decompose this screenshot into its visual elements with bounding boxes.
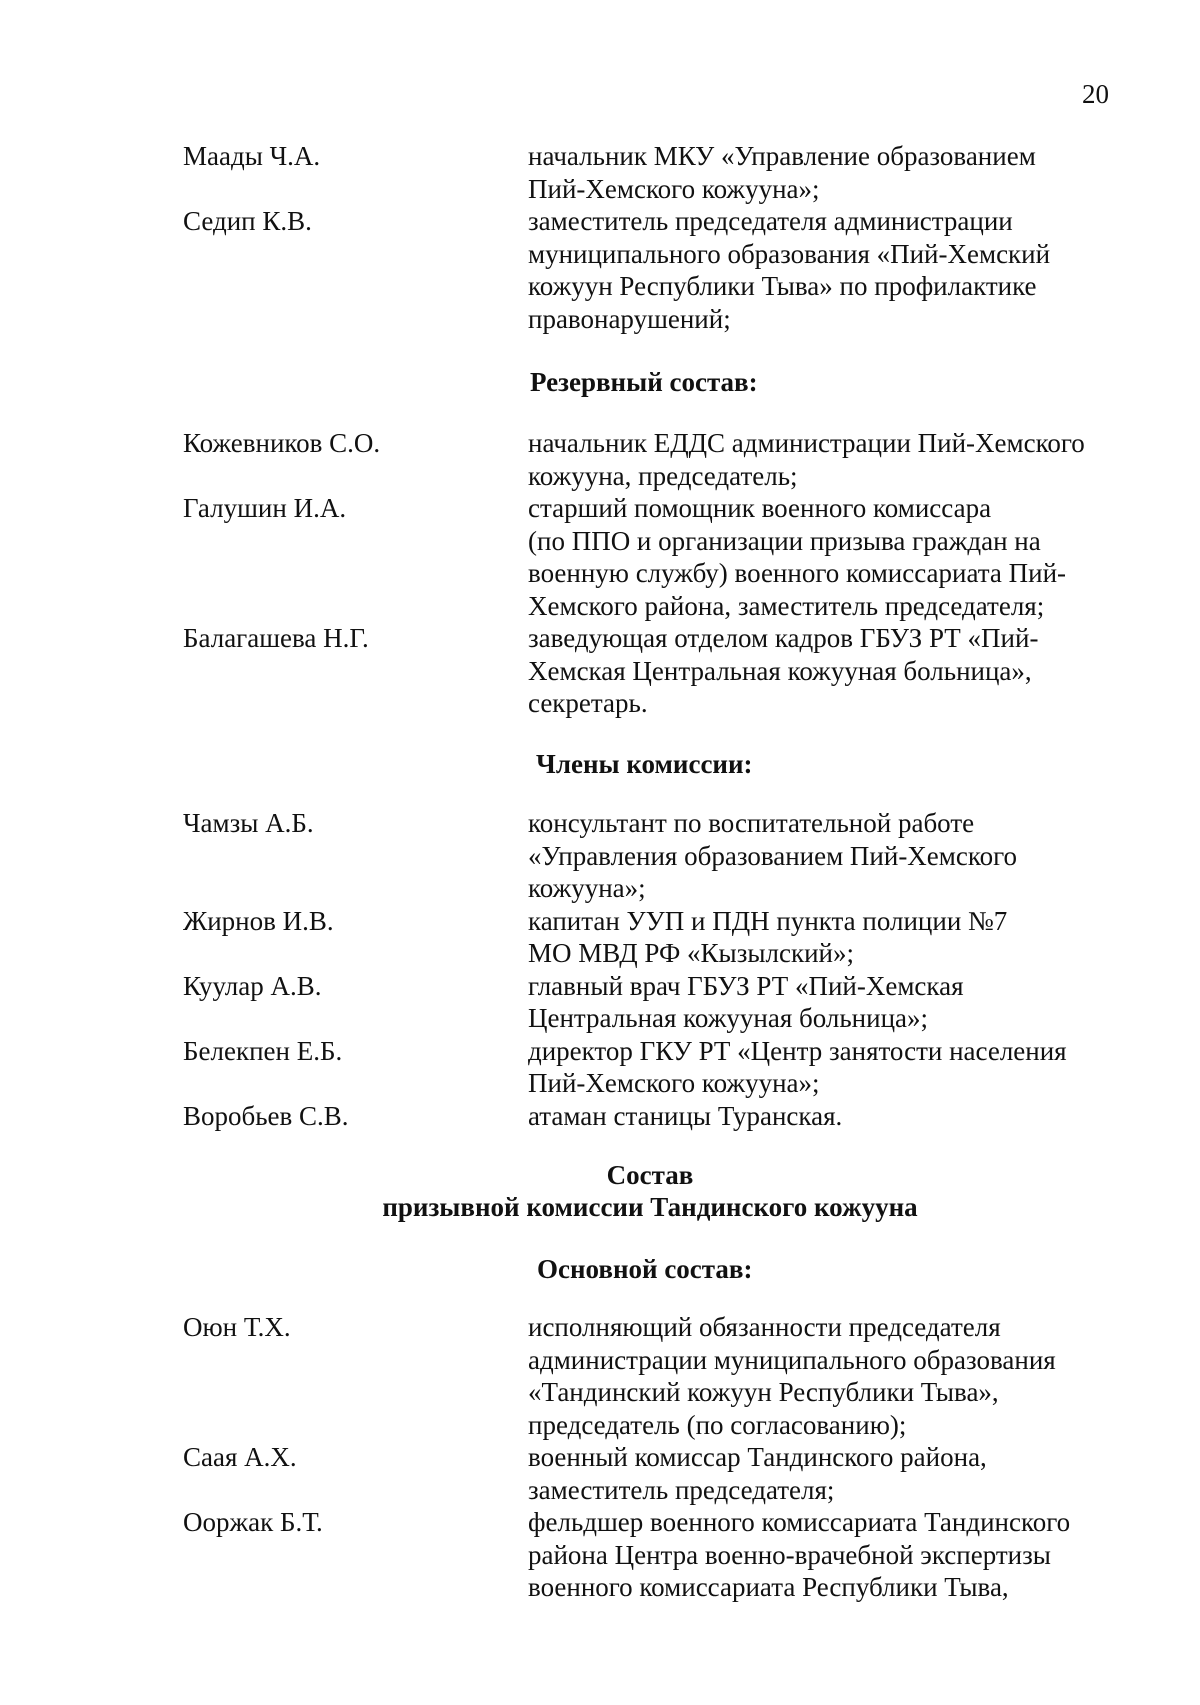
list-item	[0, 1100, 1200, 1133]
list-item	[0, 1311, 1200, 1441]
member-name: Кожевников С.О.	[183, 428, 381, 458]
member-name: Чамзы А.Б.	[183, 808, 314, 838]
list-item	[0, 1506, 1200, 1604]
member-name: Ооржак Б.Т.	[183, 1507, 323, 1537]
composition-title: Состав	[606, 1160, 694, 1190]
member-name: Жирнов И.В.	[183, 905, 334, 936]
member-name: Куулар А.В.	[183, 970, 322, 1001]
member-role: главный врач ГБУЗ РТ «Пий-Хемская Центральная кожууная больница»;	[528, 970, 964, 1033]
main-heading: Основной состав:	[537, 1254, 753, 1284]
member-role: фельдшер военного комиссариата Тандинского района Центра военно-врачебной экспертизы военного комиссариата Республики Тыва,	[528, 1507, 1071, 1602]
page-number: 20	[1082, 79, 1109, 109]
list-item	[0, 140, 1200, 205]
member-role: заместитель председателя администрации муниципального образования «Пий-Хемский кожуун Республики Тыва» по профилактике правонарушений;	[528, 206, 1051, 334]
list-item	[0, 1035, 1200, 1100]
list-item	[0, 205, 1200, 335]
member-name: Маады Ч.А.	[183, 141, 321, 171]
member-name: Седип К.В.	[183, 206, 312, 236]
member-role: военный комиссар Тандинского района, заместитель председателя;	[528, 1442, 987, 1505]
members-list	[0, 807, 1200, 1132]
member-role: старший помощник военного комиссара (по ППО и организации призыва граждан на военную службу) военного комиссариата Пий- Хемского района, заместитель председателя;	[528, 493, 1067, 621]
member-role: консультант по воспитательной работе «Управления образованием Пий-Хемского кожууна»;	[528, 808, 1018, 903]
member-name: Галушин И.А.	[183, 493, 347, 523]
list-item	[0, 622, 1200, 720]
composition-subtitle: призывной комиссии Тандинского кожууна	[382, 1192, 918, 1222]
member-role: исполняющий обязанности председателя администрации муниципального образования «Тандинский кожуун Республики Тыва», председатель (по согласованию);	[528, 1312, 1056, 1440]
member-role: начальник МКУ «Управление образованием Пий-Хемского кожууна»;	[528, 141, 1036, 204]
member-role: капитан УУП и ПДН пункта полиции №7 МО МВД РФ «Кызылский»;	[528, 905, 1008, 968]
list-item	[0, 492, 1200, 622]
member-role: директор ГКУ РТ «Центр занятости населения Пий-Хемского кожууна»;	[528, 1035, 1067, 1098]
list-item	[0, 905, 1200, 970]
member-role: начальник ЕДДС администрации Пий-Хемского кожууна, председатель;	[528, 428, 1085, 491]
list-item	[0, 427, 1200, 492]
member-role: заведующая отделом кадров ГБУЗ РТ «Пий- Хемская Центральная кожууная больница», секретарь.	[528, 623, 1039, 718]
list-item	[0, 807, 1200, 905]
member-name: Воробьев С.В.	[183, 1100, 349, 1131]
member-name: Балагашева Н.Г.	[183, 623, 369, 653]
reserve-list	[0, 427, 1200, 720]
list-item	[0, 1441, 1200, 1506]
main-list	[0, 1311, 1200, 1604]
member-name: Саая А.Х.	[183, 1442, 297, 1472]
member-name: Белекпен Е.Б.	[183, 1035, 343, 1066]
members-heading: Члены комиссии:	[536, 749, 753, 779]
member-role: атаман станицы Туранская.	[528, 1100, 843, 1131]
reserve-heading: Резервный состав:	[530, 367, 758, 397]
commission-list-continued	[0, 140, 1200, 335]
list-item	[0, 970, 1200, 1035]
member-name: Оюн Т.Х.	[183, 1312, 291, 1342]
